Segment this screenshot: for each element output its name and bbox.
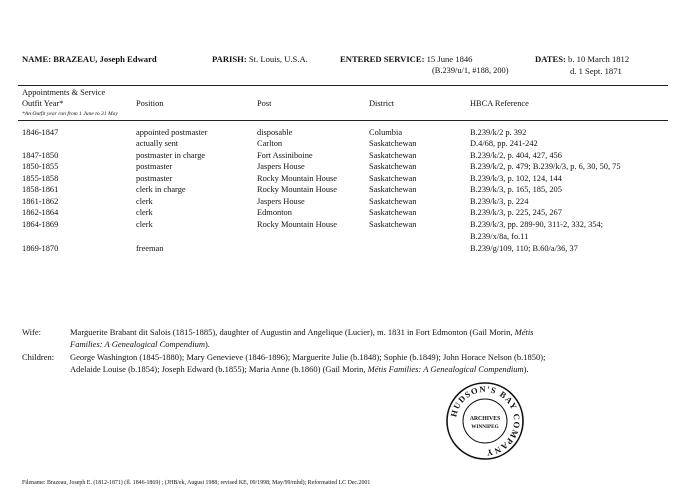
parish-field [212, 54, 308, 64]
wife-source-italic: Métis [514, 327, 534, 337]
row-post: Rocky Mountain House [257, 174, 338, 183]
row-position: clerk [136, 197, 153, 206]
entered-service-value: 15 June 1846 [426, 54, 473, 64]
row-district: Columbia [369, 128, 403, 137]
dates-birth: b. 10 March 1812 [568, 54, 630, 64]
entered-service-reference: (B.239/u/1, #188, 200) [432, 66, 509, 75]
row-position: clerk [136, 220, 153, 229]
row-position: postmaster [136, 174, 173, 183]
row-reference: B.239/x/8a, fo.11 [470, 232, 529, 241]
col-header-district: District [369, 99, 395, 108]
table-top-rule [18, 85, 668, 86]
children-source-end: ). [523, 364, 529, 374]
row-post: Carlton [257, 139, 283, 148]
row-reference: B.239/k/3, pp. 289-90, 311-2, 332, 354; [470, 220, 603, 229]
seal-outer-text: HUDSON'S BAY COMPANY [448, 383, 523, 459]
entered-service-field [340, 54, 472, 64]
children-label: Children: [22, 352, 55, 362]
dates-field [535, 54, 629, 64]
row-position: postmaster [136, 162, 173, 171]
children-line-2 [70, 363, 529, 375]
row-year: 1864-1869 [22, 220, 59, 229]
row-year: 1858-1861 [22, 185, 59, 194]
name-label: NAME: [22, 54, 52, 64]
col-header-outfit-year: Outfit Year* [22, 99, 64, 108]
name-field [22, 54, 157, 64]
row-year: 1862-1864 [22, 208, 59, 217]
wife-label: Wife: [22, 327, 42, 337]
row-post: Edmonton [257, 208, 292, 217]
row-reference: B.239/k/2 p. 392 [470, 128, 527, 137]
row-district: Saskatchewan [369, 174, 417, 183]
parish-label: PARISH: [212, 54, 247, 64]
table-header-rule [18, 120, 668, 121]
row-reference: D.4/68, pp. 241-242 [470, 139, 538, 148]
row-reference: B.239/k/3, p. 165, 185, 205 [470, 185, 562, 194]
dates-label: DATES: [535, 54, 566, 64]
row-district: Saskatchewan [369, 208, 417, 217]
row-post: Jaspers House [257, 197, 305, 206]
row-reference: B.239/k/3, p. 102, 124, 144 [470, 174, 562, 183]
row-post: Rocky Mountain House [257, 185, 338, 194]
row-position: postmaster in charge [136, 151, 206, 160]
dates-death: d. 1 Sept. 1871 [570, 66, 622, 76]
children-line-1: George Washington (1845-1880); Mary Genevieve (1846-1896); Marguerite Julie (b.1848); Sophie (b.1849); John Horace Nelson (b.1850); [70, 352, 546, 362]
wife-line-1 [70, 326, 534, 338]
row-reference: B.239/k/2, p. 404, 427, 456 [470, 151, 562, 160]
children-source-title: Métis Families: A Genealogical Compendium [367, 364, 524, 374]
row-reference: B.239/k/2, p. 479; B.239/k/3, p. 6, 30, 50, 75 [470, 162, 621, 171]
row-position: freeman [136, 244, 164, 253]
footer-filename: Filename: Brazeau, Joseph E. (1812-1871) (fl. 1846-1869) ; (JHB/ek, August 1988; revised KE, 09/1998; May/99/mhd); Reformatted LC Dec.2001 [22, 480, 371, 486]
row-year: 1846-1847 [22, 128, 59, 137]
row-position: appointed postmaster [136, 128, 208, 137]
row-year: 1847-1850 [22, 151, 59, 160]
parish-value: St. Louis, U.S.A. [248, 54, 308, 64]
row-reference: B.239/g/109, 110; B.60/a/36, 37 [470, 244, 578, 253]
col-header-reference: HBCA Reference [470, 99, 529, 108]
row-reference: B.239/k/3, p. 224 [470, 197, 529, 206]
row-year: 1869-1870 [22, 244, 59, 253]
seal-archives-text: ARCHIVES [469, 416, 501, 422]
row-year: 1850-1855 [22, 162, 59, 171]
row-position: clerk in charge [136, 185, 186, 194]
wife-line-2 [70, 338, 210, 350]
col-header-post: Post [257, 99, 272, 108]
row-post: disposable [257, 128, 293, 137]
seal-winnipeg-text: WINNIPEG [471, 424, 499, 430]
name-value: BRAZEAU, Joseph Edward [53, 54, 157, 64]
row-district: Saskatchewan [369, 197, 417, 206]
row-post: Jaspers House [257, 162, 305, 171]
wife-source-end: ). [204, 339, 210, 349]
row-district: Saskatchewan [369, 220, 417, 229]
col-header-position: Position [136, 99, 164, 108]
row-position: clerk [136, 208, 153, 217]
row-district: Saskatchewan [369, 185, 417, 194]
row-district: Saskatchewan [369, 151, 417, 160]
hbc-archives-seal [444, 380, 526, 462]
outfit-year-note: *An Outfit year ran from 1 June to 31 May [22, 111, 118, 117]
row-position: actually sent [136, 139, 179, 148]
wife-text: Marguerite Brabant dit Salois (1815-1885), daughter of Augustin and Angelique (Lucier), m. 1831 in Fort Edmonton (Gail Morin, [70, 327, 513, 337]
wife-source-title: Families: A Genealogical Compendium [70, 339, 205, 349]
row-post: Rocky Mountain House [257, 220, 338, 229]
row-district: Saskatchewan [369, 139, 417, 148]
row-post: Fort Assiniboine [257, 151, 313, 160]
row-district: Saskatchewan [369, 162, 417, 171]
col-header-appointments: Appointments & Service [22, 88, 106, 97]
row-reference: B.239/k/3, p. 225, 245, 267 [470, 208, 562, 217]
children-text-2: Adelaide Louise (b.1854); Joseph Edward (b.1855); Maria Anne (b.1860) (Gail Morin, [70, 364, 366, 374]
entered-service-label: ENTERED SERVICE: [340, 54, 425, 64]
row-year: 1861-1862 [22, 197, 59, 206]
row-year: 1855-1858 [22, 174, 59, 183]
